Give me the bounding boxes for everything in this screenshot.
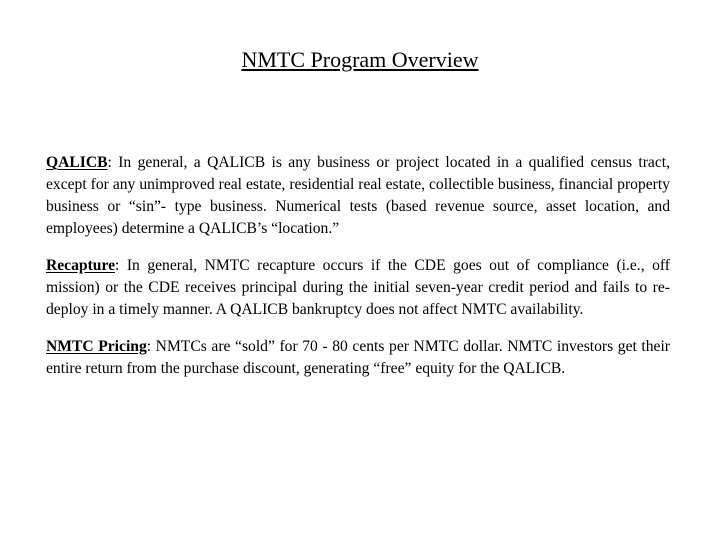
term-recapture: Recapture	[46, 257, 115, 274]
paragraph-recapture-text: : In general, NMTC recapture occurs if the CDE goes out of compliance (i.e., off mission) or the CDE receives principal during the initial seven-year credit period and fails to re-deploy in a timely manner. A QALICB bankruptcy does not affect NMTC availability.	[46, 257, 670, 318]
page-title: NMTC Program Overview	[241, 47, 479, 72]
term-nmtc-pricing: NMTC Pricing	[46, 338, 147, 355]
paragraph-recapture	[46, 255, 670, 321]
paragraph-qalicb-text: : In general, a QALICB is any business or project located in a qualified census tract, except for any unimproved real estate, residential real estate, collectible business, financial property business or “sin”- type business. Numerical tests (based revenue source, asset location, and employees) determine a QALICB’s “location.”	[46, 154, 670, 237]
paragraph-nmtc-pricing	[46, 336, 670, 380]
paragraph-nmtc-pricing-text: : NMTCs are “sold” for 70 - 80 cents per NMTC dollar. NMTC investors get their entire return from the purchase discount, generating “free” equity for the QALICB.	[46, 338, 670, 377]
paragraph-qalicb	[46, 152, 670, 240]
content-body	[46, 152, 670, 395]
term-qalicb: QALICB	[46, 154, 108, 171]
